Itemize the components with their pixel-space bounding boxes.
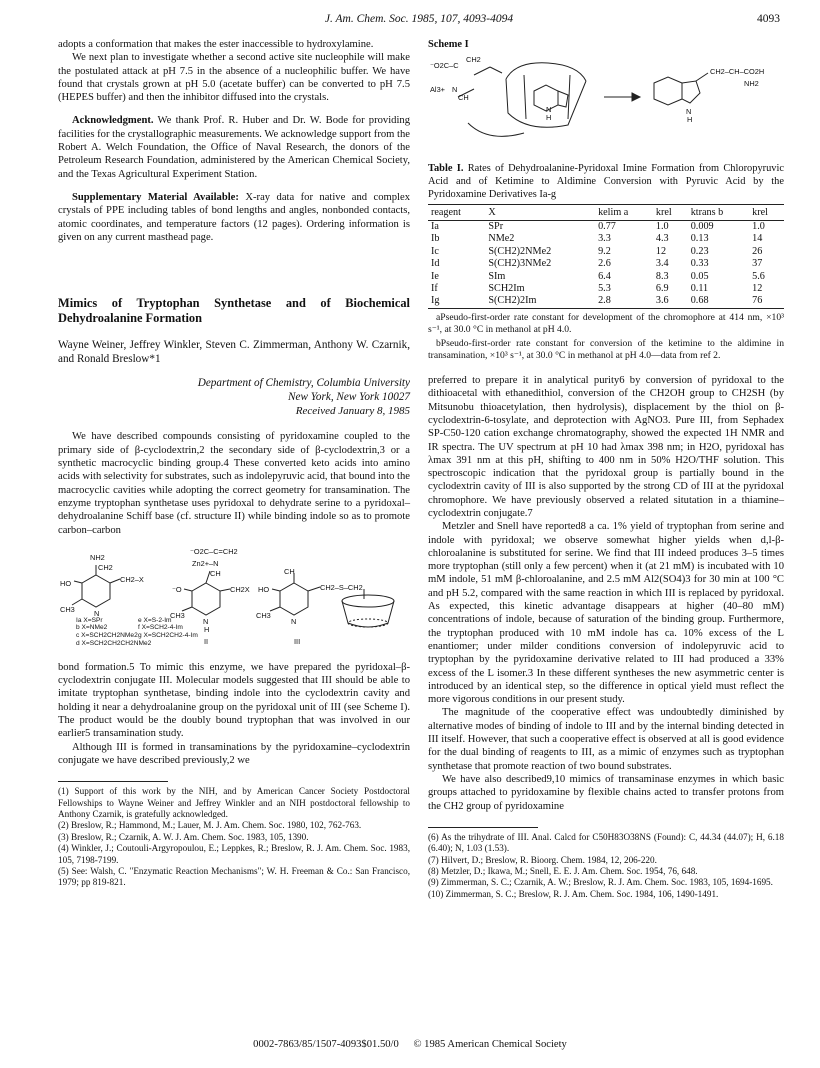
running-header <box>58 13 780 29</box>
scheme-n-ring: N <box>546 105 552 115</box>
cell: 0.009 <box>690 220 714 232</box>
table-row <box>428 258 784 270</box>
product-benzene <box>654 77 682 105</box>
footnotes-left <box>58 786 410 889</box>
cell: 2.8 <box>595 295 653 308</box>
pyridine-ring-ii <box>192 583 220 615</box>
series-item: f X=SCH2-4-Im <box>138 624 183 632</box>
cell: If <box>431 283 438 295</box>
label-n-ii: N <box>203 616 209 626</box>
label-n: N <box>94 608 100 618</box>
cell: 8.3 <box>655 270 669 282</box>
cell: 0.11 <box>690 283 709 295</box>
footnote: (1) Support of this work by the NIH, and by American Cancer Society Postdoctoral Fellowships to Wayne Weiner and Jeffrey Winkler and an NIH postdoctoral fellowship to Anthony Czarnik, is gratefully acknowledged. <box>58 786 410 820</box>
footnote-rule <box>58 781 168 782</box>
cell: 2.6 <box>598 258 611 270</box>
paragraph: We have described compounds consisting of pyridoxamine coupled to the primary side of β-cyclodextrin,2 the secondary side of β-cyclodextrin,3 or a synthetic macrocyclic binding group.4 These converted keto acids into amino acids with selectivity for substrates, such as indolepyruvic acid, that bound into the macrocyclic cavities while adopting the correct geometry for transamination. The enzyme tryptophan synthetase uses pyridoxal to dehydrate serine to a pyridoxal–dehydroalanine Schiff base (cf. structure II) while binding indole so as to promote carbon–carbon <box>58 431 410 536</box>
author-list: Wayne Weiner, Jeffrey Winkler, Steven C. Zimmerman, Anthony W. Czarnik, and Ronald Breslow*1 <box>58 339 410 366</box>
cell: S(CH2)2NMe2 <box>488 245 552 257</box>
cell: 3.3 <box>598 233 611 245</box>
cell: SPr <box>488 220 504 232</box>
series-item: c X=SCH2CH2NMe2 <box>76 632 138 640</box>
label-ch2x: CH2–X <box>120 574 144 584</box>
cell: Id <box>431 258 440 270</box>
label-zn: Zn2+–N <box>192 558 219 568</box>
footnote: (7) Hilvert, D.; Breslow, R. Bioorg. Chem. 1984, 12, 206-220. <box>428 854 657 865</box>
label-ch2: CH2 <box>98 562 113 572</box>
page-number: 4093 <box>757 13 780 25</box>
label-ch3: CH3 <box>60 604 75 614</box>
scheme-h-prod: H <box>687 115 693 125</box>
cell: Ia <box>431 220 439 232</box>
footnote: (10) Zimmerman, S. C.; Breslow, R. J. Am. Chem. Soc. 1984, 106, 1490-1491. <box>428 888 719 899</box>
paragraph: Metzler and Snell have reported8 a ca. 1% yield of tryptophan from serine and indole with pyridoxal; we observe somewhat higher yields when d,l-β-chloroalanine is substituted for serine. We find that III indeed produces 3–5 times more tryptophan (still only a few percent) when it (at 21 mM) is incubated with 10 mM indole, 51 mM β-chloroalanine, and 2.5 mM Al2(SO4)3 for 30 min at 100 °C and pH 5.2, compared with the same reaction in which III is replaced by pyridoxal. As expected, this kinetic advantage disappears at higher (40–80 mM) concentrations of indole, because of saturation of the binding group. Furthermore, the tryptophan produced with 10 mM indole has ca. 10% excess of the L enantiomer; under milder conditions conversion of indolepyruvic acid to tryptophan by the pyridoxamine derivative related to III had produced a 33% excess of the L isomer.3 In these different syntheses the new asymmetric center is introduced by an identical step, so the difference in optical yield must reflect the more vigorous conditions in our present study. <box>428 521 784 706</box>
paragraph: preferred to prepare it in analytical purity6 by conversion of pyridoxal to the dithioacetal with ethanedithiol, conversion of the CH2OH group to CH2SH (by Mitsunobu thioacetylation, then hydrolysis), displacement by the thiol on β-cyclodextrin-6-tosylate, and deprotection with AgNO3. Pure III, from Sephadex SP-C50-120 cation exchange chromatography, showed the expected 1H NMR and IR spectra. The UV spectrum at pH 10 had λmax 398 nm; in H2O, pyridoxal has λmax 391 nm at this pH, shifting to 400 nm in 50% H2O/THF solution. This spectroscopic indication that the pyridoxal group is partially bound in the cyclodextrin cavity of III is also supported by the strong CD of III at the pyridoxal chromophore. We have previously observed a related situtation in a thiamine–cyclodextrin conjugate.7 <box>428 375 784 519</box>
col-header: kelim a <box>595 204 653 220</box>
table-row <box>428 283 784 295</box>
scheme-product: CH2–CH–CO2H <box>710 67 765 77</box>
series-item: Ia X=SPr <box>76 616 103 624</box>
col-header: krel <box>749 204 784 220</box>
scheme-ch: CH <box>458 93 469 103</box>
cell: 3.6 <box>653 295 688 308</box>
col-header: ktrans b <box>688 204 749 220</box>
col-header: X <box>485 204 595 220</box>
label-ho: HO <box>60 578 72 588</box>
col-header: reagent <box>428 204 485 220</box>
label-nh2: NH2 <box>90 552 105 562</box>
paragraph: The magnitude of the cooperative effect was undoubtedly diminished by alternative modes of binding of indole to III and by the internal binding detected in III itself. However, that such a cooperative effect is observed at all is good evidence for the dual binding of reagents to III, as a mimic of enzymes such as tryptophan synthetase that promote reaction of two bound substrates. <box>428 707 784 772</box>
acknowledgment <box>58 114 410 180</box>
table-row <box>428 220 784 233</box>
col-header: krel <box>653 204 688 220</box>
cell: 9.2 <box>598 245 611 257</box>
cell: 14 <box>752 233 763 245</box>
table-row <box>428 271 784 283</box>
scheme-label: Scheme I <box>428 39 469 50</box>
affiliation-line: Department of Chemistry, Columbia University <box>197 377 410 390</box>
table-row <box>428 295 784 308</box>
scheme-h-ring: H <box>546 113 552 123</box>
pyridine-ring-i <box>82 575 110 607</box>
label-ch2x-b: CH2X <box>230 584 250 594</box>
cell: Ig <box>428 295 485 308</box>
right-column <box>428 38 784 900</box>
affiliation-line: New York, New York 10027 <box>288 391 410 404</box>
product-pyrrole <box>682 81 700 103</box>
label-iii: III <box>294 636 301 646</box>
torus-top <box>506 63 586 81</box>
left-column <box>58 38 410 889</box>
paragraph: We have also described9,10 mimics of transaminase enzymes in which basic groups attached to pyridoxamine by flexible chains acted to transfer protons from the CH2 group of pyridoxamine <box>428 773 784 812</box>
label-h-ii: H <box>204 624 210 634</box>
table-caption-text: Rates of Dehydroalanine-Pyridoxal Imine Formation from Chloropyruvic Acid and of Ketimine to Aldimine Conversion with Pyruvic Acid by the Pyridoxamine Derivatives Ia-g <box>428 163 784 200</box>
footnote-rule <box>428 827 538 828</box>
scheme-n: N <box>452 85 458 95</box>
cell: 37 <box>752 258 763 270</box>
label-ch3-ii: CH3 <box>170 610 185 620</box>
footnote: (4) Winkler, J.; Coutouli-Argyropoulou, E.; Leppkes, R.; Breslow, R. J. Am. Chem. Soc. 1983, 105, 7198-7199. <box>58 843 410 865</box>
cell: SIm <box>488 270 506 282</box>
cell: 76 <box>749 295 784 308</box>
cell: S(CH2)3NMe2 <box>488 258 552 270</box>
label-o2c: ⁻O2C–C=CH2 <box>190 546 238 556</box>
footnote: (6) As the trihydrate of III. Anal. Calcd for C50H83O38NS (Found): C, 44.34 (44.07); H, 6.18 (6.40); N, 1.03 (1.53). <box>428 831 784 854</box>
footnote: (5) See: Walsh, C. "Enzymatic Reaction Mechanisms"; W. H. Freeman & Co.: San Francisco, 1979; pp 819-821. <box>58 866 410 888</box>
cell: 6.4 <box>598 270 611 282</box>
cell: 12 <box>655 245 667 257</box>
cell: 6.9 <box>655 283 669 295</box>
journal-citation: J. Am. Chem. Soc. 1985, 107, 4093-4094 <box>324 13 514 25</box>
label-ch-iii: CH <box>284 566 295 576</box>
footnote: (3) Breslow, R.; Czarnik, A. W. J. Am. Chem. Soc. 1983, 105, 1390. <box>58 831 309 842</box>
paragraph: We next plan to investigate whether a second active site nucleophile will make the postulated attack at pH 7.5 in the absence of a nucleophilic buffer. We have found that crystals grown at pH 5.0 (acetate buffer) can be converted to pH 7.5 (HEPES buffer) and then the inhibitor diffused into the crystals. <box>58 52 410 104</box>
copyright-notice: © 1985 American Chemical Society <box>413 1039 567 1050</box>
rates-table <box>428 204 784 309</box>
table-label: Table I. <box>428 163 464 175</box>
label-n-iii: N <box>291 616 297 626</box>
table-header-row <box>428 204 784 220</box>
cell: 0.23 <box>690 245 709 257</box>
affiliation <box>58 376 410 404</box>
paragraph: Although III is formed in transaminations by the pyridoxamine–cyclodextrin conjugate we have described previously,2 we <box>58 741 410 766</box>
article-title: Mimics of Tryptophan Synthetase and of Biochemical Dehydroalanine Formation <box>58 296 410 326</box>
cell: 0.77 <box>598 220 616 232</box>
cell: 26 <box>752 245 763 257</box>
cell: 12 <box>752 283 763 295</box>
scheme-n-prod: N <box>686 107 692 117</box>
supplementary-text: X-ray data for native and complex crystals of PPE including tables of bond lengths and angles, nonbonded contacts, atomic coordinates, and temperature factors (12 pages). Ordering information is given on any current masthead page. <box>58 191 410 243</box>
scheme-ch2: CH2 <box>466 55 481 65</box>
cell: 5.6 <box>752 270 765 282</box>
supplementary-label: Supplementary Material Available: <box>72 191 239 203</box>
cyclodextrin-rim-bottom <box>348 619 388 627</box>
cell: 3.4 <box>655 258 669 270</box>
cyclodextrin-rim-top <box>342 595 394 607</box>
acknowledgment-label: Acknowledgment. <box>72 115 154 127</box>
supplementary-material <box>58 191 410 244</box>
cell: 0.33 <box>690 258 709 270</box>
scheme-nh2: NH2 <box>744 79 759 89</box>
cell: 0.68 <box>688 295 749 308</box>
paragraph: adopts a conformation that makes the ester inaccessible to hydroxylamine. <box>58 39 374 50</box>
issn-code: 0002-7863/85/1507-4093$01.50/0 <box>253 1039 399 1050</box>
table-footnote: bPseudo-first-order rate constant for conversion of the ketimine to the aldimine in transamination, ×10³ s⁻¹, at 30.0 °C in methanol at pH 4.0—data from ref 2. <box>428 338 784 362</box>
table-row <box>428 246 784 258</box>
acknowledgment-text: We thank Prof. R. Huber and Dr. W. Bode for providing facilities for the crystallographic measurements. We acknowledge support from the Robert A. Welch Foundation, the Office of Naval Research, the donors of the Petroleum Research Foundation, administered by the American Chemical Society, and the Texas Agricultural Experiment Station. <box>58 115 410 180</box>
table-footnote: aPseudo-first-order rate constant for development of the chromophore at 414 nm, ×10³ s⁻¹, at 30.0 °C in methanol at pH 4.0. <box>428 311 784 335</box>
cell: S(CH2)2Im <box>485 295 595 308</box>
cell: Ic <box>431 245 439 257</box>
series-item: g X=SCH2CH2-4-Im <box>138 632 198 640</box>
footnote: (8) Metzler, D.; Ikawa, M.; Snell, E. E. J. Am. Chem. Soc. 1954, 76, 648. <box>428 866 698 877</box>
series-item: e X=S-2-Im <box>138 616 172 624</box>
cell: 4.3 <box>655 233 669 245</box>
label-ho-iii: HO <box>258 584 270 594</box>
label-ii: II <box>204 636 209 646</box>
scheme-al: Al3+ <box>430 85 445 95</box>
label-ch: CH <box>210 568 221 578</box>
table-caption <box>428 163 784 201</box>
cell: Ie <box>431 270 439 282</box>
page-footer <box>0 1039 820 1050</box>
cell: 1.0 <box>655 220 669 232</box>
label-ch3-iii: CH3 <box>256 610 271 620</box>
footnotes-right <box>428 832 784 900</box>
cell: 0.13 <box>690 233 709 245</box>
cell: SCH2Im <box>488 283 525 295</box>
received-date: Received January 8, 1985 <box>295 405 410 418</box>
series-item: d X=SCH2CH2CH2NMe2 <box>76 639 152 647</box>
linker-curve <box>468 123 524 136</box>
structures-figure <box>58 543 410 653</box>
series-legend-cont <box>138 617 198 640</box>
label-o-minus: ⁻O <box>172 584 182 594</box>
footnote: (2) Breslow, R.; Hammond, M.; Lauer, M. J. Am. Chem. Soc. 1980, 102, 762-763. <box>58 820 362 831</box>
cell: 1.0 <box>752 220 765 232</box>
series-item: b X=NMe2 <box>76 624 108 632</box>
cell: Ib <box>431 233 440 245</box>
cell: NMe2 <box>488 233 515 245</box>
paragraph: bond formation.5 To mimic this enzyme, we have prepared the pyridoxal–β-cyclodextrin conjugate III. Molecular models suggested that III should be able to imitate tryptophan synthetase, binding indole into the cyclodextrin cavity and holding it near a dehydroalanine group on the pyridoxal unit of III (see Scheme I). The product would be the doubly bound tryptophan that was involved in our earlier5 transamination study. <box>58 661 410 740</box>
pyridine-ring-iii <box>280 583 308 615</box>
table-row <box>428 233 784 245</box>
cell: 5.3 <box>598 283 611 295</box>
label-ch2sch2: CH2–S–CH2 <box>320 582 363 592</box>
scheme-o2c: ⁻O2C–C <box>430 61 459 71</box>
cell: 0.05 <box>690 270 709 282</box>
scheme-figure <box>428 53 784 153</box>
footnote: (9) Zimmerman, S. C.; Czarnik, A. W.; Breslow, R. J. Am. Chem. Soc. 1983, 105, 1694-1695. <box>428 877 773 888</box>
indole-pyrrole <box>558 91 568 107</box>
